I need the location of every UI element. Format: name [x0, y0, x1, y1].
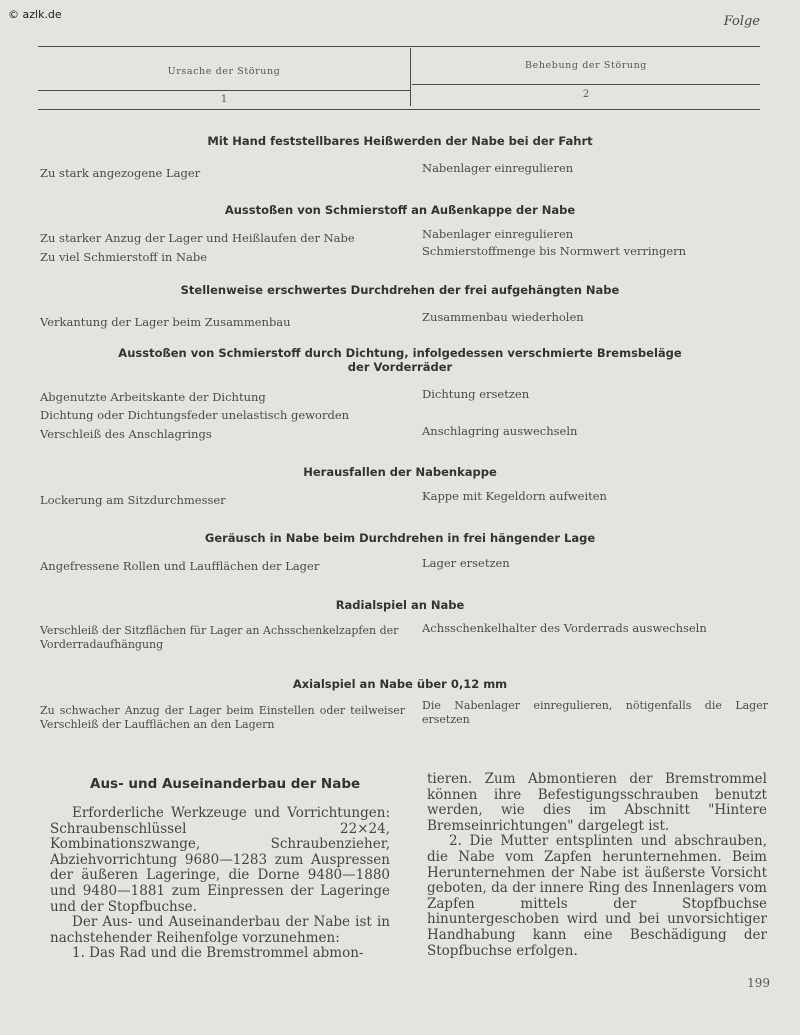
cause-text: Verschleiß der Sitzflächen für Lager an Achsschenkelzapfen der Vorderradaufhängung [40, 624, 399, 651]
fix-text: Achsschenkelhalter des Vorderrads auswechseln [422, 621, 707, 635]
column-header-fix: Behebung der Störung [525, 60, 647, 71]
section-title: Axialspiel an Nabe über 0,12 mm [292, 677, 508, 691]
section-title: Stellenweise erschwertes Durchdrehen der frei aufgehängten Nabe [180, 283, 620, 297]
header-rule-left [38, 90, 410, 91]
paragraph: 1. Das Rad und die Bremstrommel abmon- [72, 945, 364, 962]
paragraph: 2. Die Mutter entsplinten und abschrauben, die Nabe vom Zapfen herunternehmen. Beim Herunternehmen der Nabe ist äußerste Vorsicht geboten, da der innere Ring des Innenlagers vom Zapfen mittels der Stopfbuchse hinuntergeschoben wird und bei unvorsichtiger Handhabung kann eine Beschädigung der Stopfbuchse erfolgen. [427, 833, 767, 959]
article-left-column [50, 806, 390, 962]
fix-text: Die Nabenlager einregulieren, nötigenfalls die Lager ersetzen [422, 699, 768, 726]
paragraph: tieren. Zum Abmontieren der Bremstrommel können ihre Befestigungsschrauben benutzt werden, wie dies im Abschnitt "Hintere Bremseinrichtungen" dargelegt ist. [427, 771, 767, 834]
header-rule-right [412, 84, 760, 85]
paragraph: Der Aus- und Auseinanderbau der Nabe ist in nachstehender Reihenfolge vorzunehmen: [50, 914, 390, 946]
table-bottom-rule [38, 109, 760, 110]
watermark: © azlk.de [8, 8, 62, 21]
fix-text: Nabenlager einregulieren [422, 227, 574, 241]
fix-text: Lager ersetzen [422, 556, 510, 570]
section-title: Geräusch in Nabe beim Durchdrehen in frei hängender Lage [204, 531, 596, 545]
column-header-cause: Ursache der Störung [167, 66, 281, 77]
column-number-1: 1 [220, 94, 228, 105]
cause-text: Abgenutzte Arbeitskante der Dichtung [40, 390, 266, 404]
section-title: Ausstoßen von Schmierstoff durch Dichtung, infolgedessen verschmierte Bremsbeläge [118, 346, 682, 360]
table-column-divider [410, 48, 411, 106]
cause-text: Angefressene Rollen und Laufflächen der Lager [40, 559, 320, 573]
fix-text: Anschlagring auswechseln [422, 424, 578, 438]
fix-text: Zusammenbau wiederholen [422, 310, 584, 324]
section-title: Mit Hand feststellbares Heißwerden der Nabe bei der Fahrt [207, 134, 593, 148]
cause-text: Lockerung am Sitzdurchmesser [40, 493, 226, 507]
section-title: Ausstoßen von Schmierstoff an Außenkappe der Nabe [224, 203, 576, 217]
cause-text: Zu starker Anzug der Lager und Heißlaufen der Nabe [40, 231, 355, 245]
article-right-column [427, 772, 767, 959]
cause-text: Zu schwacher Anzug der Lager beim Einstellen oder teilweiser Verschleiß der Laufflächen an den Lagern [40, 704, 405, 731]
fix-text: Schmierstoffmenge bis Normwert verringern [422, 244, 687, 258]
fix-text: Nabenlager einregulieren [422, 161, 574, 175]
cause-text: Verkantung der Lager beim Zusammenbau [40, 315, 291, 329]
page-number: 199 [747, 976, 770, 990]
section-title-continued: der Vorderräder [347, 360, 453, 374]
section-title: Radialspiel an Nabe [335, 598, 465, 612]
fix-text: Dichtung ersetzen [422, 387, 530, 401]
article-heading: Aus- und Auseinanderbau der Nabe [90, 776, 361, 792]
cause-text: Zu viel Schmierstoff in Nabe [40, 250, 208, 264]
cause-text: Zu stark angezogene Lager [40, 166, 201, 180]
table-header [38, 40, 760, 112]
column-number-2: 2 [582, 89, 590, 100]
fix-text: Kappe mit Kegeldorn aufweiten [422, 489, 607, 503]
cause-text: Dichtung oder Dichtungsfeder unelastisch geworden [40, 408, 350, 422]
table-top-rule [38, 46, 760, 47]
running-head: Folge [723, 14, 760, 29]
paragraph: Erforderliche Werkzeuge und Vorrichtungen: Schraubenschlüssel 22×24, Kombinationszwange, Schraubenzieher, Abziehvorrichtung 9680—1283 zum Auspressen der äußeren Lageringe, die Dorne 9480—1880 und 9480—1881 zum Einpressen der Lageringe und der Stopfbuchse. [50, 805, 390, 915]
section-title: Herausfallen der Nabenkappe [303, 465, 497, 479]
cause-text: Verschleiß des Anschlagrings [40, 427, 212, 441]
